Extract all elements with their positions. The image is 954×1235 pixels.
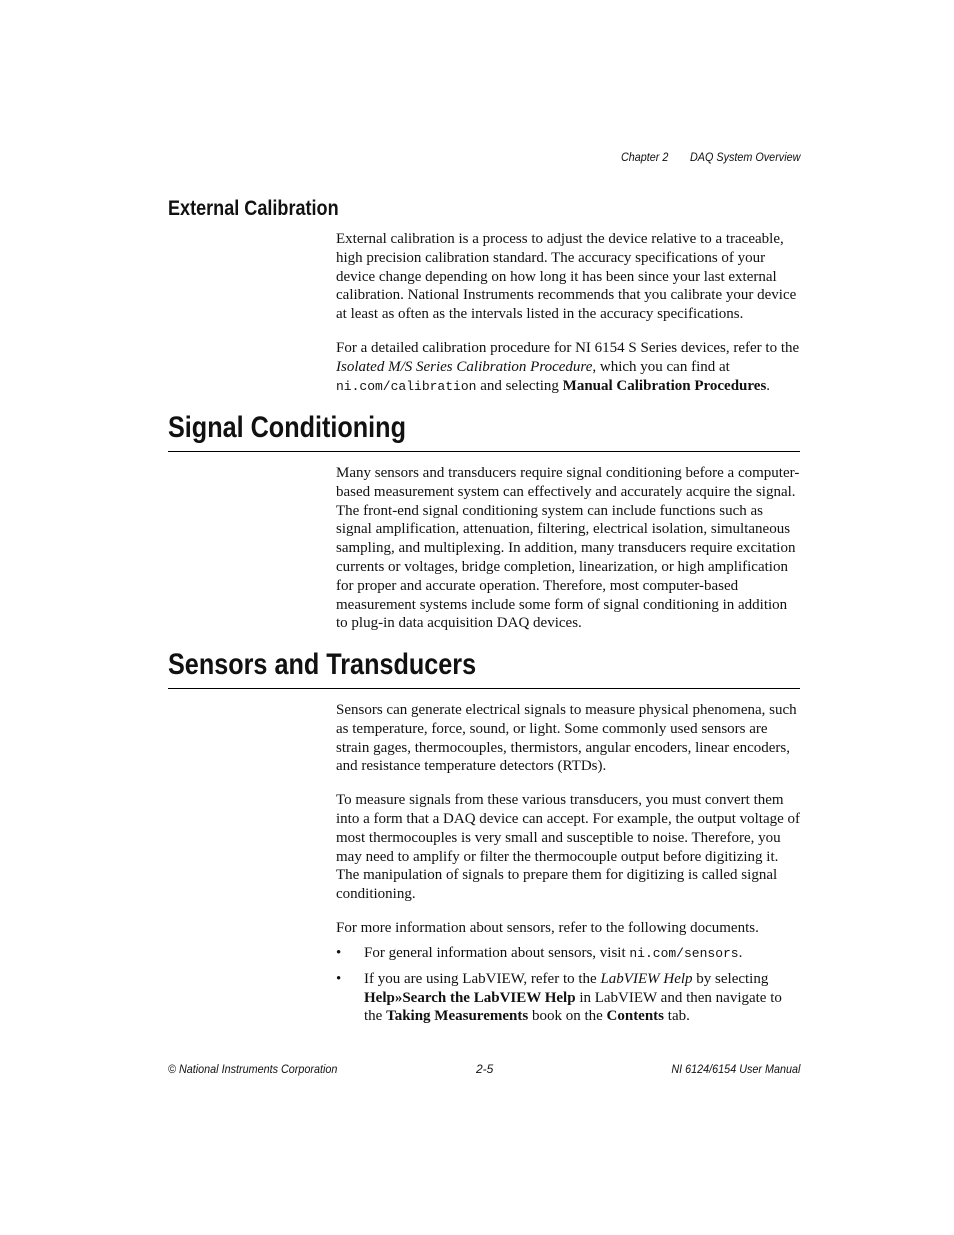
section-divider — [168, 451, 800, 452]
sensors-paragraph-2: To measure signals from these various transducers, you must convert them into a form that a DAQ device can accept. For example, the output voltage of most thermocouples is very small and susceptible to noise. Therefore, you may need to amplify or filter the thermocouple output before digitizing it. The manipulation of signals to prepare them for digitizing is called signal conditioning. — [336, 792, 801, 903]
labview-help-doc: LabVIEW Help — [600, 970, 693, 987]
external-calibration-heading: External Calibration — [168, 197, 339, 220]
sensors-paragraph-3: For more information about sensors, refer to the following documents. — [336, 919, 759, 936]
signal-conditioning-paragraph: Many sensors and transducers require signal conditioning before a computer-based measurement system can effectively and accurately acquire the signal. The front-end signal conditioning system can include functions such as signal amplification, attenuation, filtering, electrical isolation, simultaneous sampling, and multiplexing. In addition, many transducers require excitation currents or voltages, bridge completion, linearization, or high amplification for proper and accurate operation. Therefore, most computer-based measurement systems include some form of signal conditioning in addition to plug-in data acquisition DAQ devices. — [336, 465, 800, 632]
sensors-reference-list — [336, 944, 802, 1026]
taking-measurements-book: Taking Measurements — [386, 1008, 529, 1025]
header-chapter: Chapter 2 — [620, 150, 668, 164]
bullet-icon: • — [336, 945, 342, 961]
sensors-url[interactable]: ni.com/sensors — [629, 946, 739, 961]
bullet-icon: • — [336, 970, 342, 987]
external-calibration-paragraph-2: For a detailed calibration procedure for NI 6154 S Series devices, refer to the Isolated M/S Series Calibration Procedure, which you can find at ni.com/calibration and selecting Manual Calibration Procedures. — [336, 339, 800, 394]
contents-tab-label: Contents — [606, 1008, 665, 1025]
signal-conditioning-heading: Signal Conditioning — [168, 411, 406, 444]
page-number: 2-5 — [476, 1062, 494, 1076]
list-item: • For general information about sensors, visit ni.com/sensors. — [336, 945, 743, 961]
running-header — [621, 150, 800, 164]
help-menu-path: Help»Search the LabVIEW Help — [364, 989, 576, 1006]
footer-manual-title: NI 6124/6154 User Manual — [670, 1062, 800, 1076]
header-title: DAQ System Overview — [689, 150, 800, 164]
calibration-procedure-doc: Isolated M/S Series Calibration Procedure — [336, 358, 593, 375]
footer-copyright: © National Instruments Corporation — [168, 1062, 338, 1076]
signal-conditioning-body — [336, 464, 802, 633]
sensors-paragraph-1: Sensors can generate electrical signals to measure physical phenomena, such as temperature, force, sound, or light. Some commonly used sensors are strain gages, thermocouples, thermistors, angular encoders, linear encoders, and resistance temperature detectors (RTDs). — [336, 702, 797, 775]
calibration-url[interactable]: ni.com/calibration — [336, 378, 477, 394]
external-calibration-body — [336, 230, 802, 396]
manual-calibration-link: Manual Calibration Procedures — [562, 377, 767, 394]
sensors-body — [336, 701, 802, 938]
section-divider — [168, 688, 800, 689]
sensors-heading: Sensors and Transducers — [168, 648, 477, 681]
external-calibration-paragraph-1: External calibration is a process to adjust the device relative to a traceable, high precision calibration standard. The accuracy specifications of your device change depending on how long it has been since your last external calibration. National Instruments recommends that you calibrate your device at least as often as the intervals listed in the accuracy specifications. — [336, 231, 797, 323]
list-item: • If you are using LabVIEW, refer to the LabVIEW Help by selecting Help»Search the LabVIEW Help in LabVIEW and then navigate to the Taking Measurements book on the Contents tab. — [336, 970, 782, 1025]
